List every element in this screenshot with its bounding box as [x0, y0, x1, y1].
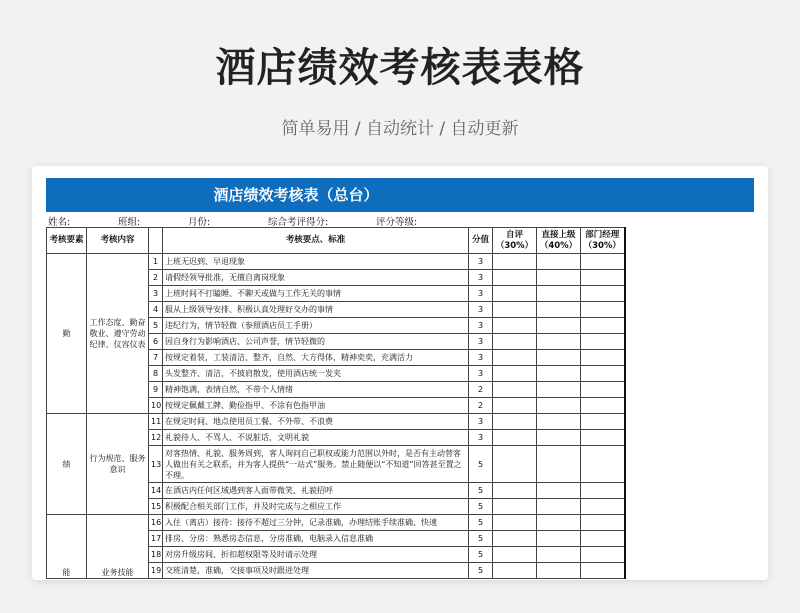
self-cell[interactable]: [493, 334, 537, 350]
manager-cell[interactable]: [581, 414, 625, 430]
sheet-title: 酒店绩效考核表（总台）: [213, 186, 379, 204]
supervisor-cell[interactable]: [537, 350, 581, 366]
grade-label: 评分等级:: [376, 217, 418, 228]
page-title: 酒店绩效考核表表格: [215, 45, 585, 91]
supervisor-cell[interactable]: [537, 531, 581, 547]
group-content: 行为规范、服务意识: [87, 414, 149, 515]
self-cell[interactable]: [493, 563, 537, 579]
group-factor: 绩: [47, 414, 87, 515]
manager-cell[interactable]: [581, 302, 625, 318]
manager-cell[interactable]: [581, 547, 625, 563]
page-subtitle: 简单易用 / 自动统计 / 自动更新: [281, 119, 519, 139]
row-score: 2: [469, 382, 493, 398]
table-row: [47, 254, 625, 270]
row-number: 7: [149, 350, 163, 366]
row-text: 在酒店内任何区域遇到客人面带微笑、礼貌招呼: [163, 483, 469, 499]
supervisor-cell[interactable]: [537, 483, 581, 499]
self-cell[interactable]: [493, 318, 537, 334]
group-factor: 勤: [47, 254, 87, 414]
manager-cell[interactable]: [581, 382, 625, 398]
sheet-banner: [46, 178, 754, 212]
row-score: 5: [469, 515, 493, 531]
manager-cell[interactable]: [581, 531, 625, 547]
manager-cell[interactable]: [581, 318, 625, 334]
self-cell[interactable]: [493, 350, 537, 366]
row-text: 入住（离店）接待：接待不超过三分钟，记录准确，办理结账手续准确、快速: [163, 515, 469, 531]
supervisor-cell[interactable]: [537, 547, 581, 563]
row-score: 3: [469, 414, 493, 430]
manager-cell[interactable]: [581, 254, 625, 270]
row-text: 排房、分房：熟悉房态信息，分房准确，电脑录入信息准确: [163, 531, 469, 547]
row-score: 3: [469, 366, 493, 382]
row-text: 礼貌待人、不骂人、不说脏话，文明礼貌: [163, 430, 469, 446]
row-number: 12: [149, 430, 163, 446]
supervisor-cell[interactable]: [537, 318, 581, 334]
col-score: 分值: [469, 228, 493, 254]
row-number: 9: [149, 382, 163, 398]
self-cell[interactable]: [493, 270, 537, 286]
self-cell[interactable]: [493, 398, 537, 414]
row-score: 5: [469, 483, 493, 499]
self-cell[interactable]: [493, 414, 537, 430]
row-text: 按规定佩戴工牌、勤俭指甲、不涂有色指甲油: [163, 398, 469, 414]
self-cell[interactable]: [493, 254, 537, 270]
supervisor-cell[interactable]: [537, 286, 581, 302]
month-label: 月份:: [188, 217, 211, 228]
total-score-label: 综合考评得分:: [268, 217, 329, 228]
col-points: 考核要点、标准: [163, 228, 469, 254]
row-score: 5: [469, 446, 493, 483]
row-number: 15: [149, 499, 163, 515]
self-cell[interactable]: [493, 446, 537, 483]
row-text: 因自身行为影响酒店、公司声誉，情节轻微的: [163, 334, 469, 350]
table-header-row: [47, 228, 625, 254]
row-number: 18: [149, 547, 163, 563]
supervisor-cell[interactable]: [537, 446, 581, 483]
manager-cell[interactable]: [581, 398, 625, 414]
row-number: 1: [149, 254, 163, 270]
col-self: 自评 （30%）: [493, 228, 537, 254]
row-score: 5: [469, 499, 493, 515]
group-content: 业务技能: [87, 515, 149, 579]
group-content: 工作态度、勤奋敬业、遵守劳动纪律、仪容仪表: [87, 254, 149, 414]
row-score: 3: [469, 270, 493, 286]
self-cell[interactable]: [493, 547, 537, 563]
row-text: 上班无迟到、早退现象: [163, 254, 469, 270]
spreadsheet: [46, 178, 754, 580]
name-label: 姓名:: [48, 217, 71, 228]
supervisor-cell[interactable]: [537, 398, 581, 414]
manager-cell[interactable]: [581, 446, 625, 483]
supervisor-cell[interactable]: [537, 254, 581, 270]
supervisor-cell[interactable]: [537, 334, 581, 350]
supervisor-cell[interactable]: [537, 302, 581, 318]
row-text: 对房升级房间、折扣超权限等及时请示处理: [163, 547, 469, 563]
row-number: 11: [149, 414, 163, 430]
table-row: [47, 515, 625, 531]
group-factor: 能: [47, 515, 87, 579]
self-cell[interactable]: [493, 286, 537, 302]
row-text: 对客热情、礼貌、服务周到，客人询问自己职权或能力范围以外时，是否有主动替客人做出有关之联系，并为客人提供“一站式”服务。禁止随便以“不知道”回答甚至置之不理。: [163, 446, 469, 483]
row-score: 2: [469, 398, 493, 414]
row-number: 19: [149, 563, 163, 579]
table-row: [47, 414, 625, 430]
manager-cell[interactable]: [581, 483, 625, 499]
row-score: 3: [469, 318, 493, 334]
row-score: 3: [469, 430, 493, 446]
row-text: 请假经领导批准，无擅自离岗现象: [163, 270, 469, 286]
manager-cell[interactable]: [581, 430, 625, 446]
row-text: 积极配合相关部门工作，并及时完成与之相应工作: [163, 499, 469, 515]
supervisor-cell[interactable]: [537, 366, 581, 382]
row-text: 上班时间不打瞌睡、不聊天或做与工作无关的事情: [163, 286, 469, 302]
manager-cell[interactable]: [581, 350, 625, 366]
self-cell[interactable]: [493, 366, 537, 382]
supervisor-cell[interactable]: [537, 515, 581, 531]
supervisor-cell[interactable]: [537, 563, 581, 579]
manager-cell[interactable]: [581, 270, 625, 286]
row-number: 17: [149, 531, 163, 547]
row-number: 4: [149, 302, 163, 318]
self-cell[interactable]: [493, 499, 537, 515]
col-factor: 考核要素: [47, 228, 87, 254]
row-score: 3: [469, 350, 493, 366]
appraisal-table: [46, 227, 626, 579]
manager-cell[interactable]: [581, 366, 625, 382]
row-score: 3: [469, 254, 493, 270]
self-cell[interactable]: [493, 483, 537, 499]
row-number: 10: [149, 398, 163, 414]
row-score: 5: [469, 547, 493, 563]
row-number: 5: [149, 318, 163, 334]
row-text: 精神饱满，表情自然，不带个人情绪: [163, 382, 469, 398]
manager-cell[interactable]: [581, 515, 625, 531]
team-label: 班组:: [118, 217, 141, 228]
row-text: 头发整齐、清洁，不披肩散发，使用酒店统一发夹: [163, 366, 469, 382]
sheet-preview-card: [32, 166, 768, 580]
self-cell[interactable]: [493, 382, 537, 398]
row-number: 14: [149, 483, 163, 499]
row-score: 5: [469, 531, 493, 547]
row-text: 服从上级领导安排、积极认真处理好交办的事情: [163, 302, 469, 318]
row-score: 5: [469, 563, 493, 579]
row-text: 违纪行为，情节轻微（参照酒店员工手册）: [163, 318, 469, 334]
row-text: 按规定着装，工装清洁、整齐，自然、大方得体，精神奕奕，充满活力: [163, 350, 469, 366]
row-score: 3: [469, 302, 493, 318]
supervisor-cell[interactable]: [537, 270, 581, 286]
manager-cell[interactable]: [581, 286, 625, 302]
row-number: 8: [149, 366, 163, 382]
self-cell[interactable]: [493, 430, 537, 446]
row-number: 13: [149, 446, 163, 483]
col-content: 考核内容: [87, 228, 149, 254]
supervisor-cell[interactable]: [537, 499, 581, 515]
row-score: 3: [469, 286, 493, 302]
info-row: [46, 213, 624, 227]
self-cell[interactable]: [493, 531, 537, 547]
col-supervisor: 直接上级 （40%）: [537, 228, 581, 254]
col-manager: 部门经理 （30%）: [581, 228, 625, 254]
row-number: 6: [149, 334, 163, 350]
col-index: [149, 228, 163, 254]
supervisor-cell[interactable]: [537, 414, 581, 430]
manager-cell[interactable]: [581, 563, 625, 579]
supervisor-cell[interactable]: [537, 430, 581, 446]
row-number: 16: [149, 515, 163, 531]
supervisor-cell[interactable]: [537, 382, 581, 398]
manager-cell[interactable]: [581, 499, 625, 515]
row-text: 交班清楚，准确，交接事项及时跟进处理: [163, 563, 469, 579]
row-number: 3: [149, 286, 163, 302]
row-score: 3: [469, 334, 493, 350]
manager-cell[interactable]: [581, 334, 625, 350]
row-text: 在规定时间、地点使用员工餐、不外带、不浪费: [163, 414, 469, 430]
self-cell[interactable]: [493, 302, 537, 318]
self-cell[interactable]: [493, 515, 537, 531]
row-number: 2: [149, 270, 163, 286]
